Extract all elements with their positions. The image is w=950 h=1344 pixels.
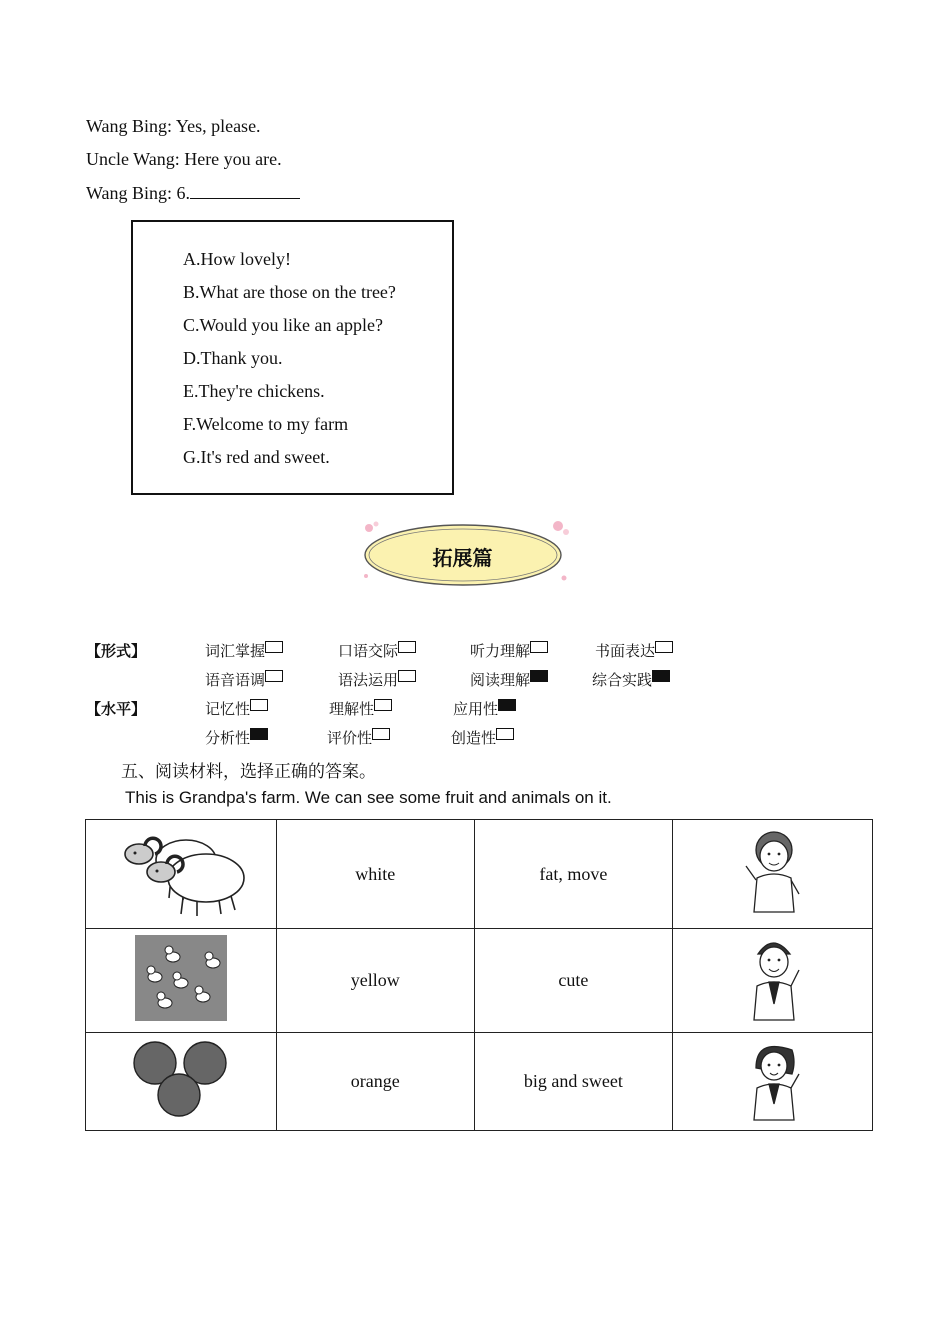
level-item: 评价性 [327,727,390,748]
table-row [86,929,873,1033]
description-cell: fat, move [474,820,673,929]
options-box [131,220,454,495]
form-item: 综合实践 [592,669,670,690]
checkbox-empty [374,699,392,711]
checkbox-empty [372,728,390,740]
image-cell [86,1033,277,1131]
speaker: Uncle Wang: [86,149,180,169]
description-cell: big and sweet [474,1033,673,1131]
option-b: B.What are those on the tree? [183,282,396,302]
form-item: 语法运用 [338,669,416,690]
dialogue-line-2 [86,149,282,170]
color-cell: orange [276,1033,474,1131]
form-item: 语音语调 [205,669,283,690]
form-item: 口语交际 [338,640,416,661]
checkbox-empty [655,641,673,653]
option-a: A.How lovely! [183,249,291,269]
option-c: C.Would you like an apple? [183,315,384,335]
section-heading: 五、阅读材料，选择正确的答案。 [121,762,376,782]
option-d: D.Thank you. [183,348,283,368]
person-cell [673,929,873,1033]
checkbox-empty [398,670,416,682]
section-intro: This is Grandpa's farm. We can see some fruit and animals on it. [125,788,612,807]
checkbox-empty [265,641,283,653]
boy-with-scarf-image [741,930,805,1026]
dialogue-line-1 [86,116,261,137]
checkbox-empty [250,699,268,711]
checkbox-empty [398,641,416,653]
checkbox-empty [496,728,514,740]
form-item: 阅读理解 [470,669,548,690]
form-item: 词汇掌握 [205,640,283,661]
utterance: Here you are. [184,149,282,169]
option-g: G.It's red and sweet. [183,447,330,467]
sheep-image [111,826,251,918]
table-row [86,820,873,929]
image-cell [86,820,277,929]
form-label: 【形式】 [86,642,147,660]
speaker: Wang Bing: [86,183,173,203]
color-cell: white [276,820,474,929]
level-item: 创造性 [451,727,514,748]
question-number: 6. [176,183,191,203]
answer-blank[interactable] [190,182,300,199]
image-cell [86,929,277,1033]
form-item: 听力理解 [470,640,548,661]
banner-title: 拓展篇 [432,546,493,570]
level-item: 分析性 [205,727,268,748]
color-cell: yellow [276,929,474,1033]
level-item: 应用性 [453,698,516,719]
checkbox-empty [530,641,548,653]
level-label: 【水平】 [86,700,147,718]
form-item: 书面表达 [595,640,673,661]
level-item: 理解性 [329,698,392,719]
info-table [85,819,873,1131]
curly-haired-boy-image [741,824,805,920]
section-banner [360,518,575,590]
checkbox-filled [498,699,516,711]
level-item: 记忆性 [205,698,268,719]
checkbox-filled [250,728,268,740]
utterance: Yes, please. [175,116,261,136]
option-f: F.Welcome to my farm [183,414,349,434]
person-cell [673,820,873,929]
checkbox-filled [652,670,670,682]
speaker: Wang Bing: [86,116,173,136]
option-e: E.They're chickens. [183,381,325,401]
girl-with-scarf-image [741,1034,805,1124]
description-cell: cute [474,929,673,1033]
checkbox-empty [265,670,283,682]
person-cell [673,1033,873,1131]
oranges-image [131,1041,231,1117]
ducklings-image [135,935,227,1021]
checkbox-filled [530,670,548,682]
dialogue-line-3 [86,182,300,204]
table-row [86,1033,873,1131]
